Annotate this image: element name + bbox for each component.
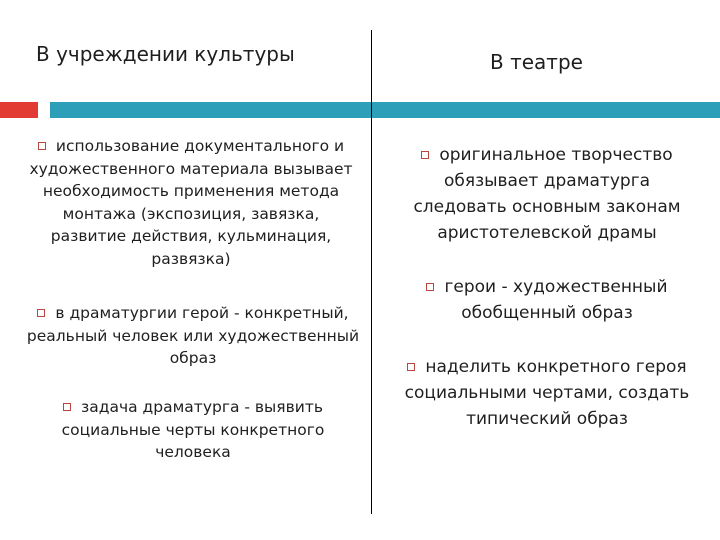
right-item-3	[392, 354, 702, 432]
left-item-1-text: использование документального и художественного материала вызывает необходимость применения метода монтажа (экспозиция, завязка, развитие действия, кульминация, развязка)	[29, 137, 353, 268]
left-item-2	[26, 302, 360, 370]
left-item-2-text: в драматургии герой - конкретный, реальный человек или художественный образ	[26, 304, 360, 367]
left-item-3	[52, 396, 334, 464]
left-item-3-text: задача драматурга - выявить социальные черты конкретного человека	[61, 398, 325, 461]
right-item-2	[412, 274, 682, 326]
accent-bar-red	[0, 102, 38, 118]
hollow-square-bullet-icon	[38, 142, 46, 150]
right-item-2-text: герои - художественный обобщенный образ	[444, 277, 668, 323]
right-item-3-text: наделить конкретного героя социальными чертами, создать типический образ	[404, 357, 690, 429]
right-item-1	[402, 142, 692, 246]
hollow-square-bullet-icon	[426, 283, 434, 291]
right-item-1-text: оригинальное творчество обязывает драматурга следовать основным законам аристотелевской драмы	[413, 145, 681, 243]
hollow-square-bullet-icon	[63, 403, 71, 411]
left-item-1	[26, 135, 356, 270]
hollow-square-bullet-icon	[37, 309, 45, 317]
hollow-square-bullet-icon	[407, 363, 415, 371]
right-column-heading: В театре	[490, 50, 583, 74]
accent-bar-teal	[50, 102, 720, 118]
column-divider	[371, 30, 372, 514]
left-column-heading: В учреждении культуры	[36, 42, 295, 66]
hollow-square-bullet-icon	[421, 151, 429, 159]
